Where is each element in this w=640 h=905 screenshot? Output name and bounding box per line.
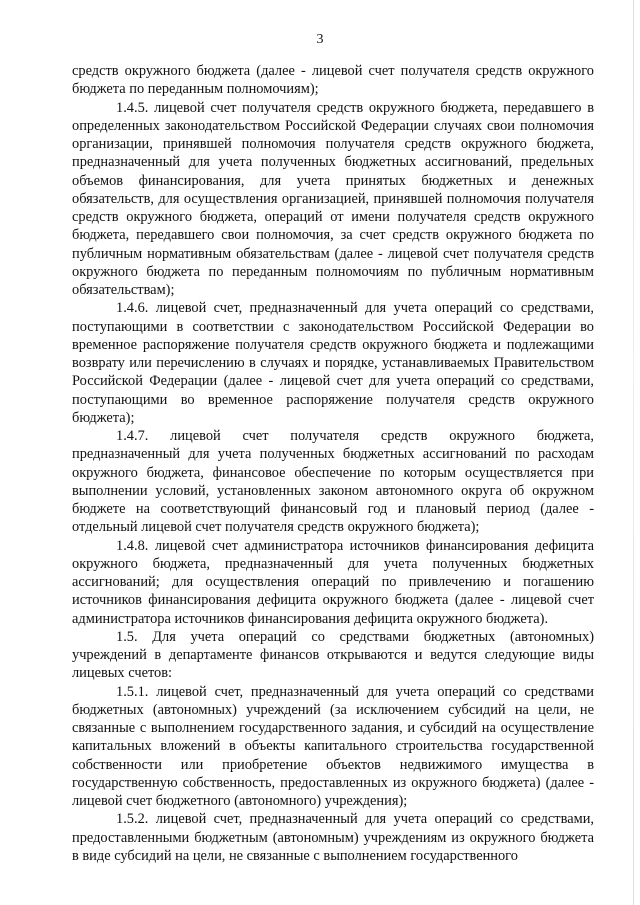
- paragraph-1-5: 1.5. Для учета операций со средствами бюджетных (автономных) учреждений в департаменте финансов открываются и ведутся следующие виды лицевых счетов:: [72, 628, 594, 682]
- paragraph-1-4-5: 1.4.5. лицевой счет получателя средств окружного бюджета, передавшего в определенных законодательством Российской Федерации случаях свои полномочия организации, принявшей полномочия получателя средств окружного бюджета, предназначенный для учета полученных бюджетных ассигнований, предельных объемов финансирования, для учета принятых бюджетных и денежных обязательств, для осуществления организацией, принявшей полномочия получателя средств окружного бюджета, операций от имени получателя средств окружного бюджета, передавшего свои полномочия, за счет средств окружного бюджета по публичным нормативным обязательствам (далее - лицевой счет получателя средств окружного бюджета по переданным полномочиям по публичным нормативным обязательствам);: [72, 99, 594, 298]
- paragraph-1-5-1: 1.5.1. лицевой счет, предназначенный для учета операций со средствами бюджетных (автономных) учреждений (за исключением субсидий на цели, не связанные с выполнением государственного задания, и субсидий на осуществление капитальных вложений в объекты капитального строительства государственной собственности или приобретение объектов недвижимого имущества в государственную собственность, предоставленных из окружного бюджета) (далее - лицевой счет бюджетного (автономного) учреждения);: [72, 683, 594, 809]
- page-number: 3: [316, 32, 324, 47]
- document-body: [72, 62, 594, 865]
- paragraph-1-4-6: 1.4.6. лицевой счет, предназначенный для учета операций со средствами, поступающими в соответствии с законодательством Российской Федерации во временное распоряжение получателя средств окружного бюджета и подлежащими возврату или перечислению в случаях и порядке, устанавливаемых Правительством Российской Федерации (далее - лицевой счет для учета операций со средствами, поступающими во временное распоряжение получателя средств окружного бюджета);: [72, 300, 594, 426]
- paragraph-1-4-7: 1.4.7. лицевой счет получателя средств окружного бюджета, предназначенный для учета полученных бюджетных ассигнований по расходам окружного бюджета, финансовое обеспечение по которым осуществляется при выполнении условий, установленных законом автономного округа об окружном бюджете на соответствующий финансовый год и плановый период (далее - отдельный лицевой счет получателя средств окружного бюджета);: [72, 428, 594, 536]
- paragraph-continuation: средств окружного бюджета (далее - лицевой счет получателя средств окружного бюджета по переданным полномочиям);: [72, 63, 594, 98]
- paragraph-1-4-8: 1.4.8. лицевой счет администратора источников финансирования дефицита окружного бюджета, предназначенный для учета полученных бюджетных ассигнований; для осуществления операций по привлечению и погашению источников финансирования дефицита окружного бюджета (далее - лицевой счет администратора источников финансирования дефицита окружного бюджета).: [72, 537, 594, 627]
- paragraph-1-5-2: 1.5.2. лицевой счет, предназначенный для учета операций со средствами, предоставленными бюджетным (автономным) учреждениям из окружного бюджета в виде субсидий на цели, не связанные с выполнением государственного: [72, 811, 594, 864]
- scan-edge: [633, 0, 634, 905]
